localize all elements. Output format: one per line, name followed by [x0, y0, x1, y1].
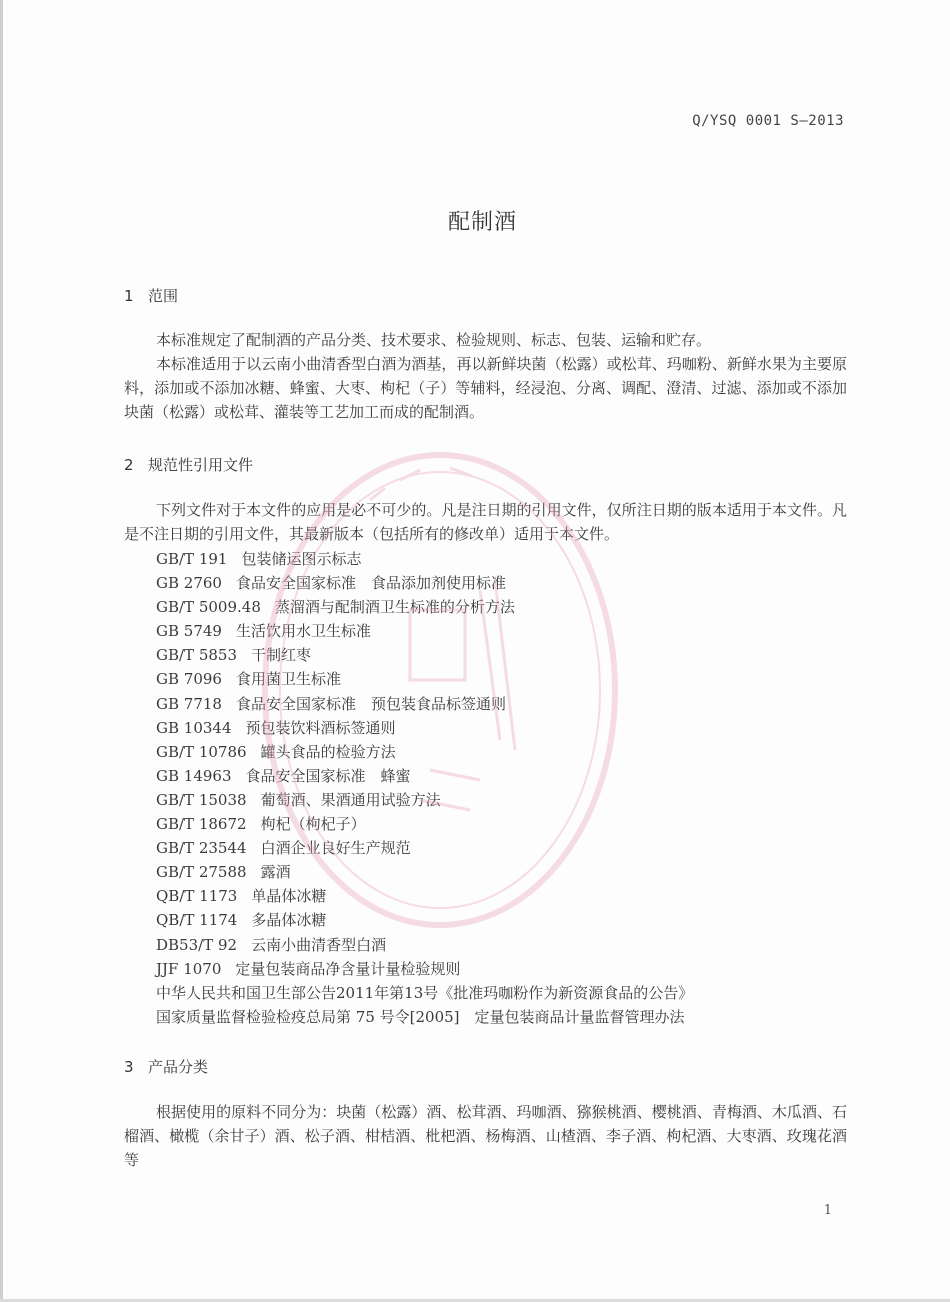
reference-item: [156, 908, 693, 932]
reference-code: GB 2760: [156, 574, 222, 593]
reference-item: [156, 667, 693, 691]
reference-title: 预包装饮料酒标签通则: [245, 718, 396, 737]
reference-code: GB/T 5009.48: [156, 598, 261, 617]
reference-title: 枸杞（枸杞子）: [260, 815, 366, 834]
section-number: 3: [124, 1058, 134, 1076]
reference-item: [156, 933, 693, 957]
section-title: 规范性引用文件: [148, 456, 254, 474]
reference-title: 食品安全国家标准 蜂蜜: [245, 766, 411, 785]
reference-list: [156, 547, 693, 1029]
reference-title: 生活饮用水卫生标准: [235, 622, 371, 641]
reference-title: 食品安全国家标准 食品添加剂使用标准: [235, 574, 506, 593]
seal-mark: [370, 468, 472, 500]
reference-code: GB/T 23544: [156, 839, 247, 858]
reference-title: 定量包装商品净含量计量检验规则: [235, 959, 461, 978]
reference-title: 蒸溜酒与配制酒卫生标准的分析方法: [274, 598, 515, 617]
section-title: 范围: [148, 287, 179, 305]
reference-item: [156, 643, 693, 667]
section-references-heading: [124, 454, 253, 475]
reference-item: [156, 692, 693, 716]
reference-code: JJF 1070: [156, 959, 222, 978]
reference-title: 单晶体冰糖: [251, 887, 327, 906]
reference-title: 葡萄酒、果酒通用试验方法: [260, 790, 441, 809]
reference-title: 云南小曲清香型白酒: [251, 935, 387, 954]
section-number: 1: [124, 287, 134, 305]
reference-code: GB 7096: [156, 670, 222, 689]
section-title: 产品分类: [148, 1058, 209, 1076]
reference-item: [156, 764, 693, 788]
reference-code: GB/T 15038: [156, 790, 247, 809]
reference-code: GB 14963: [156, 766, 232, 785]
reference-code: GB 10344: [156, 718, 232, 737]
reference-title: 露酒: [260, 863, 291, 882]
reference-item: [156, 812, 693, 836]
page-number: 1: [823, 1203, 832, 1218]
scope-paragraph-2: 本标准适用于以云南小曲清香型白酒为酒基，再以新鲜块菌（松露）或松茸、玛咖粉、新鲜水果为主要原料，添加或不添加冰糖、蜂蜜、大枣、枸杞（子）等辅料，经浸泡、分离、调配、澄清、过滤、添加或不添加块菌（松露）或松茸、灌装等工艺加工而成的配制酒。: [124, 355, 847, 421]
section-classification-heading: [124, 1056, 208, 1077]
reference-item: [156, 547, 693, 571]
classification-paragraph: 根据使用的原料不同分为：块菌（松露）酒、松茸酒、玛咖酒、猕猴桃酒、樱桃酒、青梅酒、木瓜酒、石榴酒、橄榄（余甘子）酒、松子酒、柑桔酒、枇杷酒、杨梅酒、山楂酒、李子酒、枸杞酒、大枣酒、玫瑰花酒等: [124, 1103, 847, 1169]
reference-item: [156, 981, 693, 1005]
reference-code: DB53/T 92: [156, 935, 238, 954]
reference-code: GB/T 191: [156, 550, 228, 568]
page-title: 配制酒: [447, 210, 517, 235]
section-number: 2: [124, 456, 134, 474]
reference-item: [156, 595, 693, 619]
reference-item: [156, 716, 693, 740]
reference-item: [156, 619, 693, 643]
reference-code: QB/T 1173: [156, 887, 238, 906]
section-scope-heading: [124, 285, 178, 306]
reference-title: 国家质量监督检验检疫总局第 75 号令[2005] 定量包装商品计量监督管理办法: [156, 1007, 685, 1026]
reference-item: [156, 860, 693, 884]
reference-code: QB/T 1174: [156, 911, 238, 930]
reference-code: GB/T 27588: [156, 863, 247, 882]
reference-code: GB/T 5853: [156, 646, 238, 665]
reference-item: [156, 884, 693, 908]
reference-item: [156, 836, 693, 860]
reference-title: 罐头食品的检验方法: [260, 742, 396, 761]
reference-code: GB/T 10786: [156, 742, 247, 761]
scope-paragraph-1: 本标准规定了配制酒的产品分类、技术要求、检验规则、标志、包装、运输和贮存。: [156, 331, 712, 349]
reference-title: 多晶体冰糖: [251, 911, 327, 930]
reference-title: 包装储运图示标志: [241, 550, 362, 568]
reference-code: GB/T 18672: [156, 815, 247, 834]
reference-title: 白酒企业良好生产规范: [260, 839, 411, 858]
reference-title: 食用菌卫生标准: [235, 670, 341, 689]
reference-item: [156, 957, 693, 981]
reference-item: [156, 788, 693, 812]
reference-item: [156, 571, 693, 595]
reference-code: GB 7718: [156, 694, 222, 713]
references-intro: 下列文件对于本文件的应用是必不可少的。凡是注日期的引用文件，仅所注日期的版本适用于本文件。凡是不注日期的引用文件，其最新版本（包括所有的修改单）适用于本文件。: [124, 501, 847, 543]
scan-edge-left: [0, 0, 3, 1302]
reference-title: 中华人民共和国卫生部公告2011年第13号《批准玛咖粉作为新资源食品的公告》: [156, 983, 694, 1002]
reference-item: [156, 740, 693, 764]
document-code: Q/YSQ 0001 S—2013: [692, 113, 844, 129]
reference-title: 食品安全国家标准 预包装食品标签通则: [235, 694, 506, 713]
reference-code: GB 5749: [156, 622, 222, 641]
reference-title: 干制红枣: [251, 646, 312, 665]
reference-item: [156, 1005, 693, 1029]
